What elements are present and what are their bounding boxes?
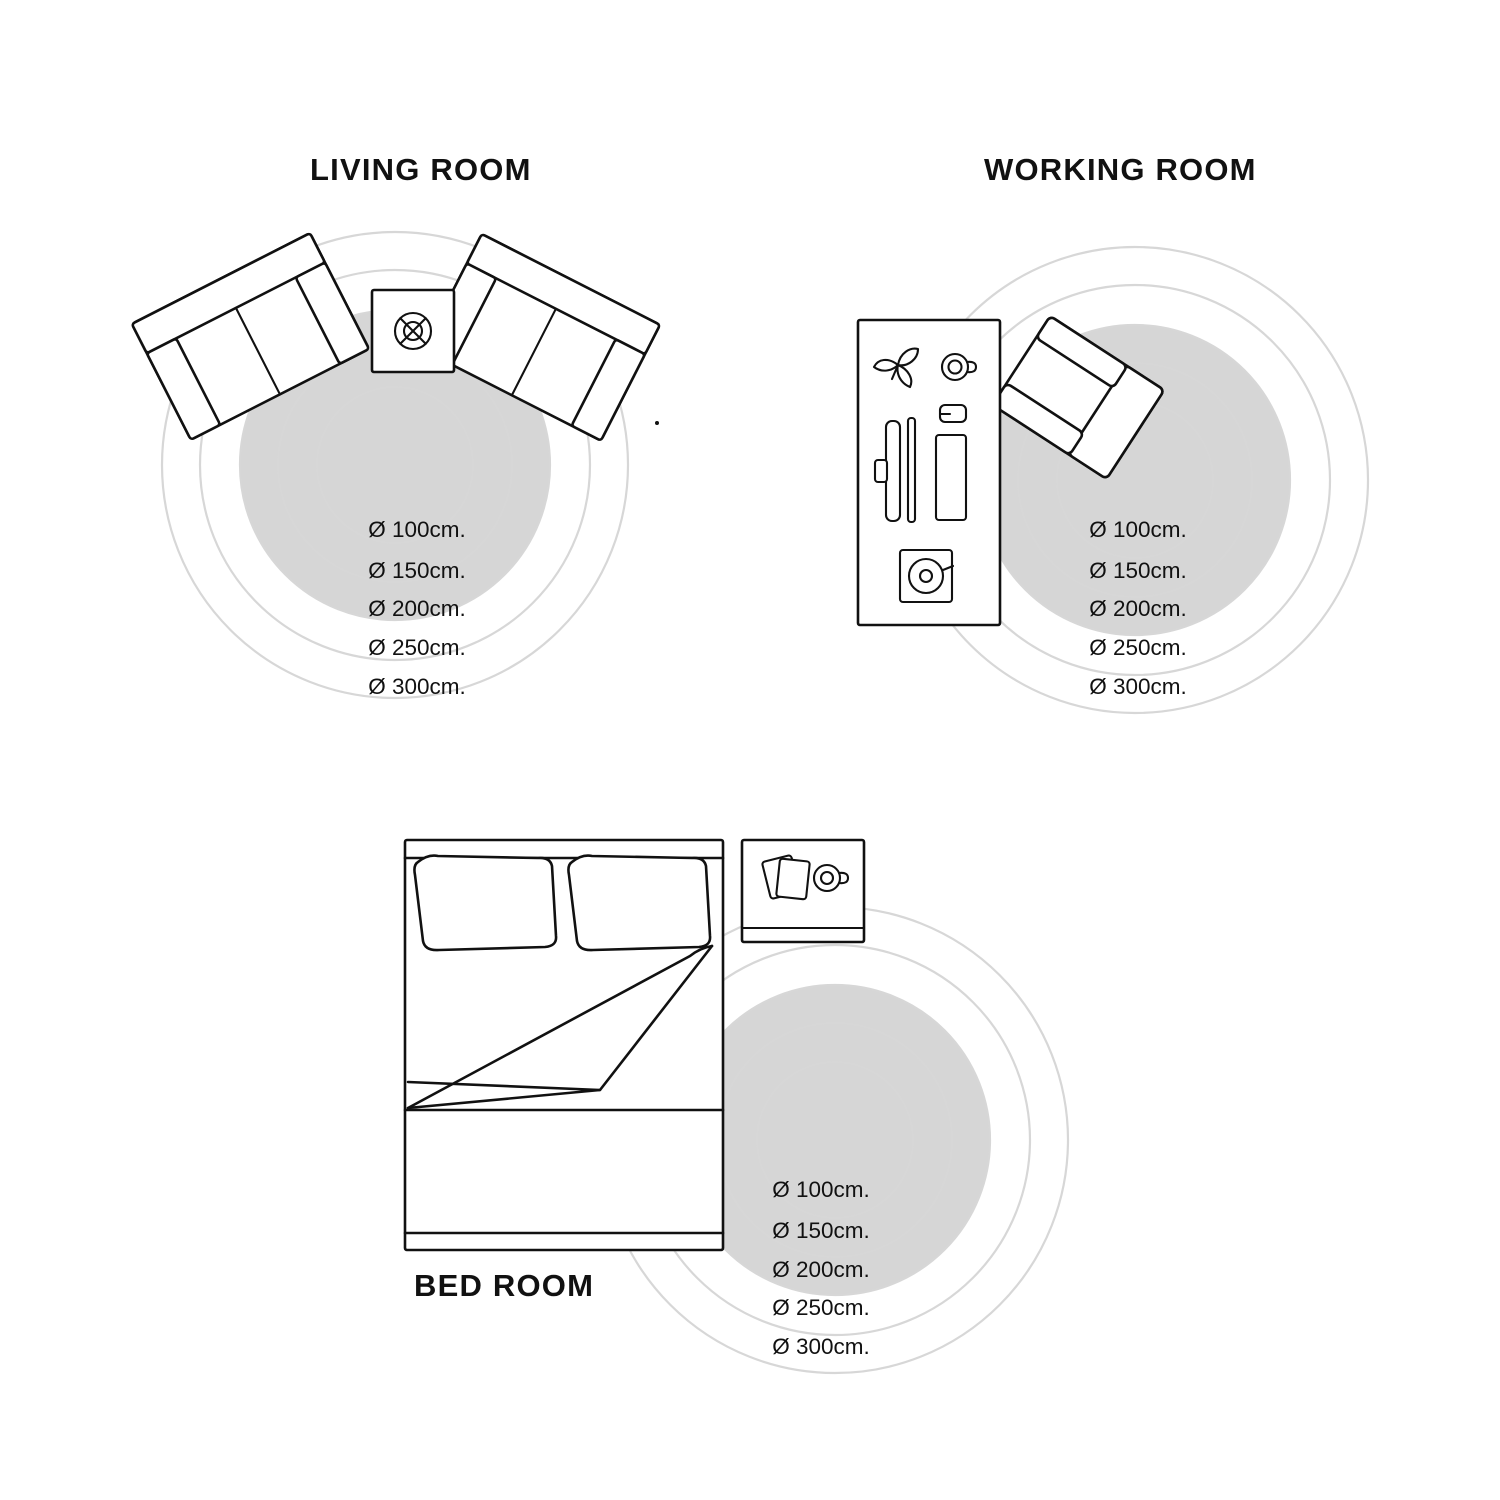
living-room-rug-labels [0,0,750,760]
bed-room-rug-labels [300,790,1200,1410]
rug-label-250: Ø 250cm. [1089,635,1187,660]
rug-label-300: Ø 300cm. [368,674,466,699]
rug-label-250: Ø 250cm. [772,1295,870,1320]
bed-room-panel [300,790,1200,1410]
rug-label-100: Ø 100cm. [772,1177,870,1202]
rug-label-150: Ø 150cm. [368,558,466,583]
living-room-panel [0,0,750,760]
working-room-rug-labels [750,0,1500,760]
rug-label-300: Ø 300cm. [1089,674,1187,699]
rug-label-150: Ø 150cm. [1089,558,1187,583]
rug-label-100: Ø 100cm. [1089,517,1187,542]
rug-label-150: Ø 150cm. [772,1218,870,1243]
rug-label-300: Ø 300cm. [772,1334,870,1359]
living-room-title: LIVING ROOM [310,152,532,187]
bed-room-title: BED ROOM [414,1268,595,1303]
rug-label-250: Ø 250cm. [368,635,466,660]
rug-label-100: Ø 100cm. [368,517,466,542]
working-room-title: WORKING ROOM [984,152,1257,187]
rug-label-200: Ø 200cm. [368,596,466,621]
rug-label-200: Ø 200cm. [1089,596,1187,621]
working-room-panel [750,0,1500,760]
rug-label-200: Ø 200cm. [772,1257,870,1282]
